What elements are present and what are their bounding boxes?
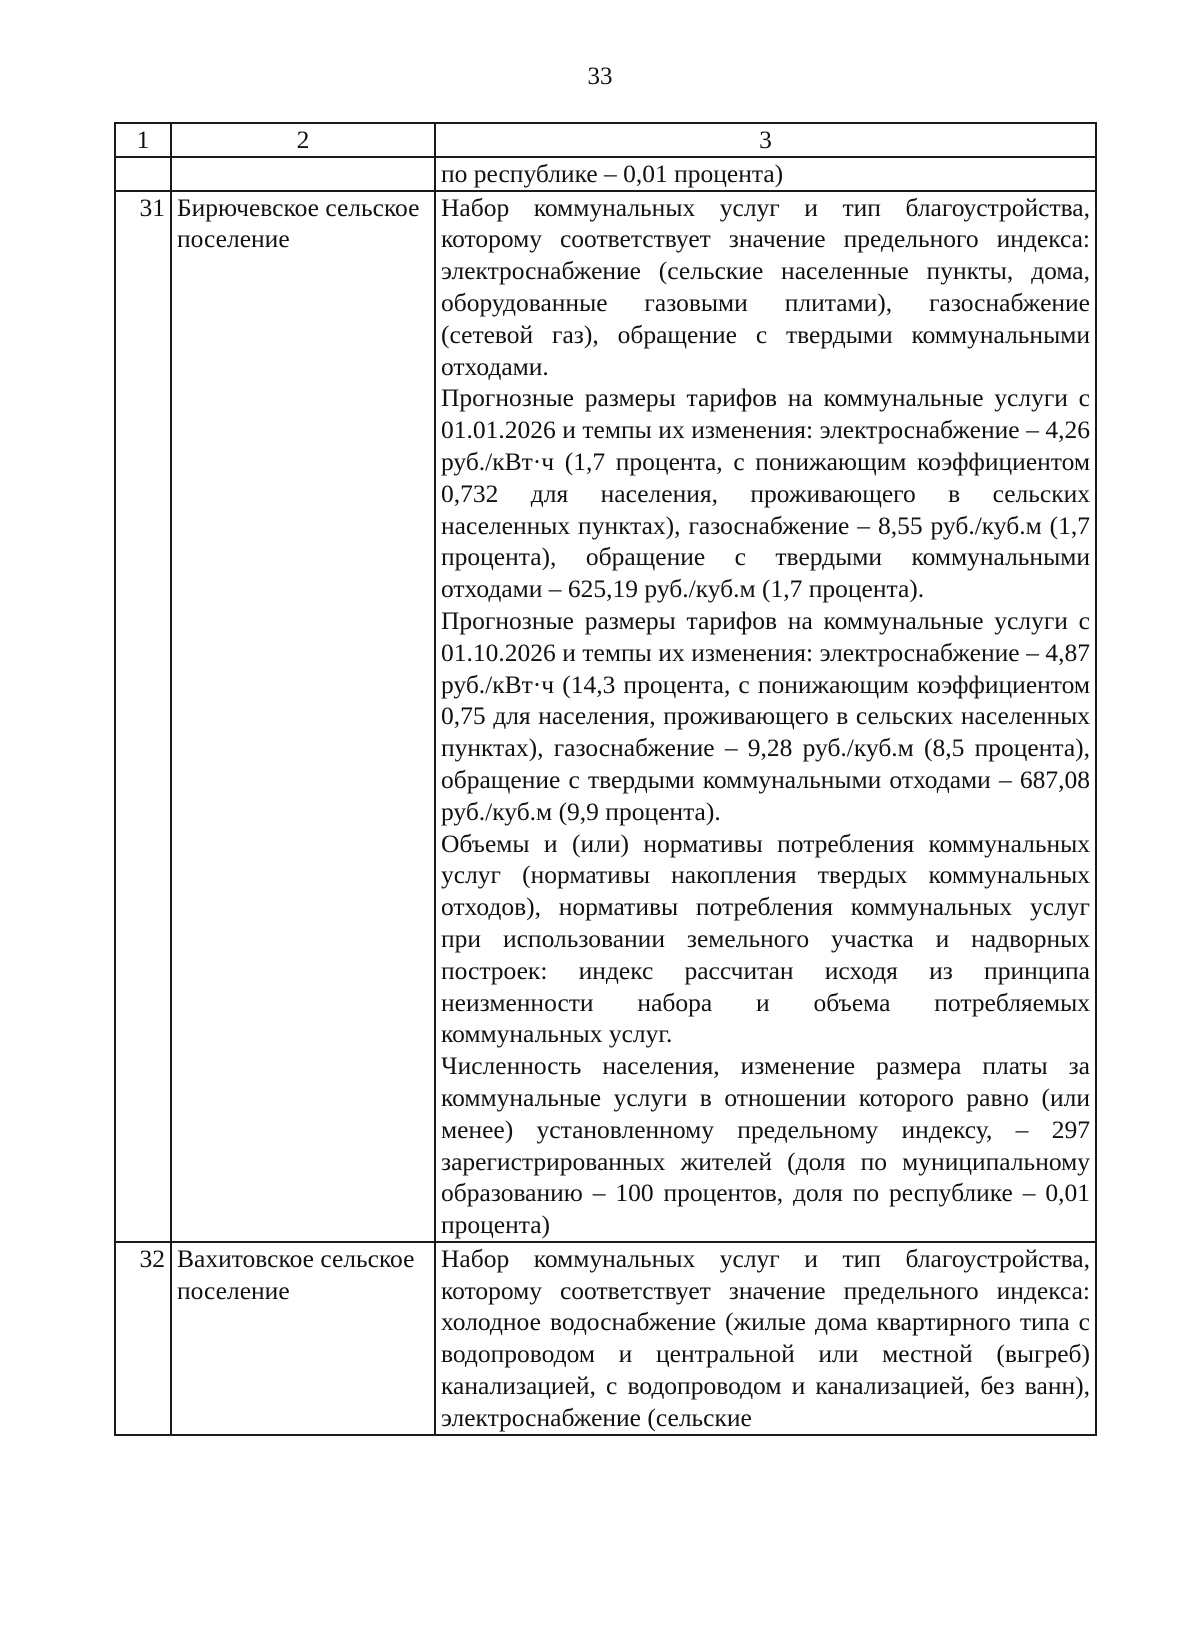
continuation-text: по республике – 0,01 процента) bbox=[435, 157, 1096, 191]
settlement-name: Бирючевское сельское поселение bbox=[171, 191, 435, 1242]
description-paragraph: Прогнозные размеры тарифов на коммунальные услуги с 01.01.2026 и темпы их изменения: электроснабжение – 4,26 руб./кВт·ч (1,7 процента, с понижающим коэффициентом 0,732 для населения, проживающего в сельских населенных пунктах), газоснабжение – 8,55 руб./куб.м (1,7 процента), обращение с твердыми коммунальными отходами – 625,19 руб./куб.м (1,7 процента). bbox=[441, 383, 1090, 604]
description-paragraph: Набор коммунальных услуг и тип благоустройства, которому соответствует значение предельного индекса: холодное водоснабжение (жилые дома квартирного типа с водопроводом и центральной или местной (выгреб) канализацией, с водопроводом и канализацией, без ванн), электроснабжение (сельские bbox=[441, 1243, 1090, 1432]
column-header-2: 2 bbox=[171, 123, 435, 157]
table-row bbox=[115, 191, 1096, 1242]
description-paragraph: Численность населения, изменение размера платы за коммунальные услуги в отношении которого равно (или менее) установленному предельному индексу, – 297 зарегистрированных жителей (доля по муниципальному образованию – 100 процентов, доля по республике – 0,01 процента) bbox=[441, 1051, 1090, 1240]
row-number: 32 bbox=[115, 1242, 171, 1435]
settlement-name: Вахитовское сельское поселение bbox=[171, 1242, 435, 1435]
column-header-1: 1 bbox=[115, 123, 171, 157]
page-number: 33 bbox=[587, 63, 613, 90]
description-paragraph: Набор коммунальных услуг и тип благоустройства, которому соответствует значение предельного индекса: электроснабжение (сельские населенные пункты, дома, оборудованные газовыми плитами), газоснабжение (сетевой газ), обращение с твердыми коммунальными отходами. bbox=[441, 192, 1090, 381]
continuation-name-cell bbox=[171, 157, 435, 191]
description-paragraph: Прогнозные размеры тарифов на коммунальные услуги с 01.10.2026 и темпы их изменения: электроснабжение – 4,87 руб./кВт·ч (14,3 процента, с понижающим коэффициентом 0,75 для населения, проживающего в сельских населенных пунктах), газоснабжение – 9,28 руб./куб.м (8,5 процента), обращение с твердыми коммунальными отходами – 687,08 руб./куб.м (9,9 процента). bbox=[441, 605, 1090, 826]
table-header-row bbox=[115, 123, 1096, 157]
column-header-3: 3 bbox=[435, 123, 1096, 157]
continuation-num-cell bbox=[115, 157, 171, 191]
description-cell bbox=[435, 191, 1096, 1242]
row-number: 31 bbox=[115, 191, 171, 1242]
description-cell bbox=[435, 1242, 1096, 1435]
description-paragraph: Объемы и (или) нормативы потребления коммунальных услуг (нормативы накопления твердых коммунальных отходов), нормативы потребления коммунальных услуг при использовании земельного участка и надворных построек: индекс рассчитан исходя из принципа неизменности набора и объема потребляемых коммунальных услуг. bbox=[441, 828, 1090, 1049]
table-row-continuation bbox=[115, 157, 1096, 191]
table-row bbox=[115, 1242, 1096, 1435]
tariff-table bbox=[114, 122, 1097, 1436]
